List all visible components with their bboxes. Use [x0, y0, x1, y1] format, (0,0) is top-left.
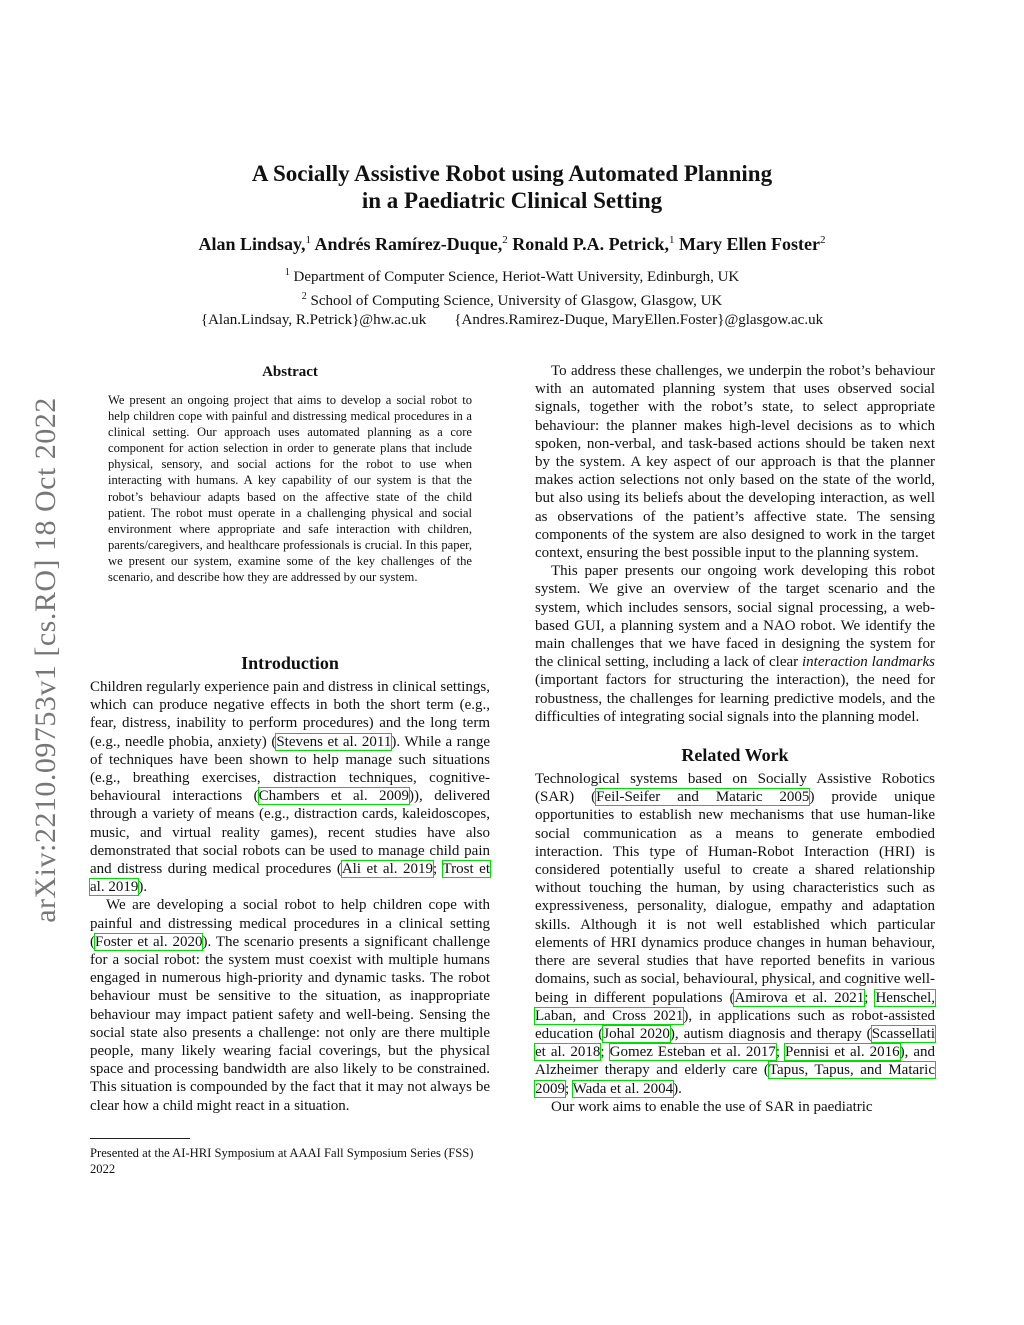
right-paragraph-2: This paper presents our ongoing work developing this robot system. We give an overview of the target scenario and the system, which includes sensors, social signal processing, a web-based GUI, a planning system and a NAO robot. We identify the main challenges that we have faced in designing the system for the clinical setting, including a lack of clear interaction landmarks (important factors for structuring the interaction), the need for robustness, the challenges for learning predictive models, and the difficulties of integrating social signals into the planning model.: [535, 563, 935, 725]
abstract-heading: Abstract: [262, 364, 318, 380]
intro-paragraph-2: We are developing a social robot to help children cope with painful and distressing medical procedures in a clinical setting (Foster et al. 2020). The scenario presents a significant challenge for a social robot: the system must coexist with multiple humans engaged in numerous high-priority and dynamic tasks. The robot behaviour must be sensitive to the situation, as inappropriate behaviour may impact patient safety and well-being. Sensing the social state also presents a challenge: not only are there multiple people, many likely wearing facial coverings, but the physical space and processing bandwidth are also likely to be constrained. This situation is compounded by the fact that it may not always be clear how a child might react in a situation.: [90, 897, 490, 1114]
intro-paragraph-1: Children regularly experience pain and distress in clinical settings, which can produce negative effects in both the short term (e.g., fear, distress, inability to perform procedures) and the long term (e.g., needle phobia, anxiety) (Stevens et al. 2011). While a range of techniques have been shown to help manage such situations (e.g., breathing exercises, distraction techniques, cognitive-behavioural interactions (Chambers et al. 2009)), delivered through a variety of means (e.g., distraction cards, kaleidoscopes, music, and virtual reality games), recent studies have also demonstrated that social robots can be used to manage child pain and distress during medical procedures (Ali et al. 2019; Trost et al. 2019).: [90, 679, 491, 896]
author-affil-mark: 2: [820, 234, 826, 246]
citation-link[interactable]: Amirova et al. 2021: [734, 989, 865, 1006]
related-work-heading: Related Work: [681, 745, 789, 766]
affiliations: [0, 263, 1024, 330]
citation-link[interactable]: Johal 2020: [603, 1025, 670, 1042]
affiliation-line: $^2$ School of Computing Science, University of Glasgow, Glasgow, UK: [301, 291, 723, 309]
author-name: Ronald P.A. Petrick,: [512, 234, 670, 254]
title-line-1: A Socially Assistive Robot using Automated Planning: [251, 161, 773, 186]
title-line-2: in a Paediatric Clinical Setting: [361, 188, 663, 213]
citation-link[interactable]: Trost et al. 2019: [90, 861, 491, 896]
arxiv-identifier: [26, 350, 66, 970]
author-list: [0, 234, 1024, 255]
author-affil-mark: 1: [669, 234, 675, 246]
citation-link[interactable]: Wada et al. 2004: [572, 1080, 674, 1097]
right-paragraph-1: To address these challenges, we underpin the robot’s behaviour with an automated planning system that uses observed social signals, together with the robot’s state, to select appropriate behaviour: the planner makes high-level decisions as to which spoken, non-verbal, and task-based actions should be taken next by the system. A key aspect of our approach is that the planner makes action selections not only based on the state of the world, but also using its beliefs about the developing interaction, as well as observations of the patient’s affective state. The sensing components of the system are also designed to work in the target context, ensuring the best possible input to the planning system.: [535, 363, 935, 562]
abstract-text: We present an ongoing project that aims to develop a social robot to help children cope with painful and distressing medical procedures in a clinical setting. Our approach uses automated planning as a core component for action selection in order to generate plans that include physical, sensory, and social actions for the robot to use when interacting with humans. A key capability of our system is that the robot’s behaviour adapts based on the affective state of the child patient. The robot must operate in a challenging physical and social environment where appropriate and safe interaction with children, parents/caregivers, and healthcare professionals is crucial. In this paper, we present our system, examine some of the key challenges of the scenario, and describe how they are addressed by our system.: [108, 393, 472, 585]
email-group: {Alan.Lindsay, R.Petrick}@hw.ac.uk: [200, 312, 427, 328]
author-emails: [0, 311, 1024, 330]
citation-link[interactable]: Pennisi et al. 2016: [785, 1044, 900, 1061]
affiliation-line: $^1$ Department of Computer Science, Heriot-Watt University, Edinburgh, UK: [284, 267, 740, 285]
left-column: [90, 652, 490, 1115]
footnote-text: Presented at the AI-HRI Symposium at AAAI Fall Symposium Series (FSS) 2022: [90, 1146, 474, 1176]
footnote-rule: [90, 1138, 190, 1139]
arxiv-identifier-text: arXiv:2210.09753v1 [cs.RO] 18 Oct 2022: [29, 397, 62, 923]
paper-title: [0, 160, 1024, 214]
author-name: Mary Ellen Foster: [679, 234, 821, 254]
citation-link[interactable]: Henschel, Laban, and Cross 2021: [535, 989, 935, 1024]
author-name: Alan Lindsay,: [198, 234, 306, 254]
citation-link[interactable]: Gomez Esteban et al. 2017: [609, 1044, 776, 1061]
introduction-heading: Introduction: [241, 653, 339, 673]
author-name: Andrés Ramírez-Duque,: [314, 234, 503, 254]
right-column: [535, 362, 935, 1116]
citation-link[interactable]: Stevens et al. 2011: [276, 733, 392, 750]
right-paragraph-last: Our work aims to enable the use of SAR in paediatric: [551, 1098, 873, 1115]
citation-link[interactable]: Scassellati et al. 2018: [535, 1025, 936, 1061]
email-group: {Andres.Ramirez-Duque, MaryEllen.Foster}@glasgow.ac.uk: [454, 312, 824, 328]
citation-link[interactable]: Chambers et al. 2009: [258, 788, 410, 805]
footnote: [90, 1138, 490, 1177]
author-affil-mark: 2: [502, 234, 508, 246]
citation-link[interactable]: Feil-Seifer and Mataric 2005: [596, 789, 810, 806]
citation-link[interactable]: Foster et al. 2020: [95, 933, 203, 950]
citation-link[interactable]: Ali et al. 2019: [341, 861, 434, 878]
author-affil-mark: 1: [305, 234, 312, 246]
citation-link[interactable]: Tapus, Tapus, and Mataric 2009: [535, 1062, 935, 1097]
related-work-paragraph: Technological systems based on Socially Assistive Robotics (SAR) (Feil-Seifer and Mataric 2005) provide unique opportunities to establish new mechanisms that use human-like social communication as a means to generate embodied interaction. This type of Human-Robot Interaction (HRI) is considered potentially useful to create a shared relationship without touching the human, by using characteristics such as expressiveness, personality, dialogue, empathy and adaptation skills. Although it is not well established which particular elements of HRI dynamics produce changes in human behaviour, there are several studies that have reported benefits in various domains, such as social, behavioural, physical, and cognitive well-being in different populations (Amirova et al. 2021; Henschel, Laban, and Cross 2021), in applications such as robot-assisted education (Johal 2020), autism diagnosis and therapy (Scassellati et al. 2018; Gomez Esteban et al. 2017; Pennisi et al. 2016), and Alzheimer therapy and elderly care (Tapus, Tapus, and Mataric 2009; Wada et al. 2004).: [535, 771, 936, 1097]
